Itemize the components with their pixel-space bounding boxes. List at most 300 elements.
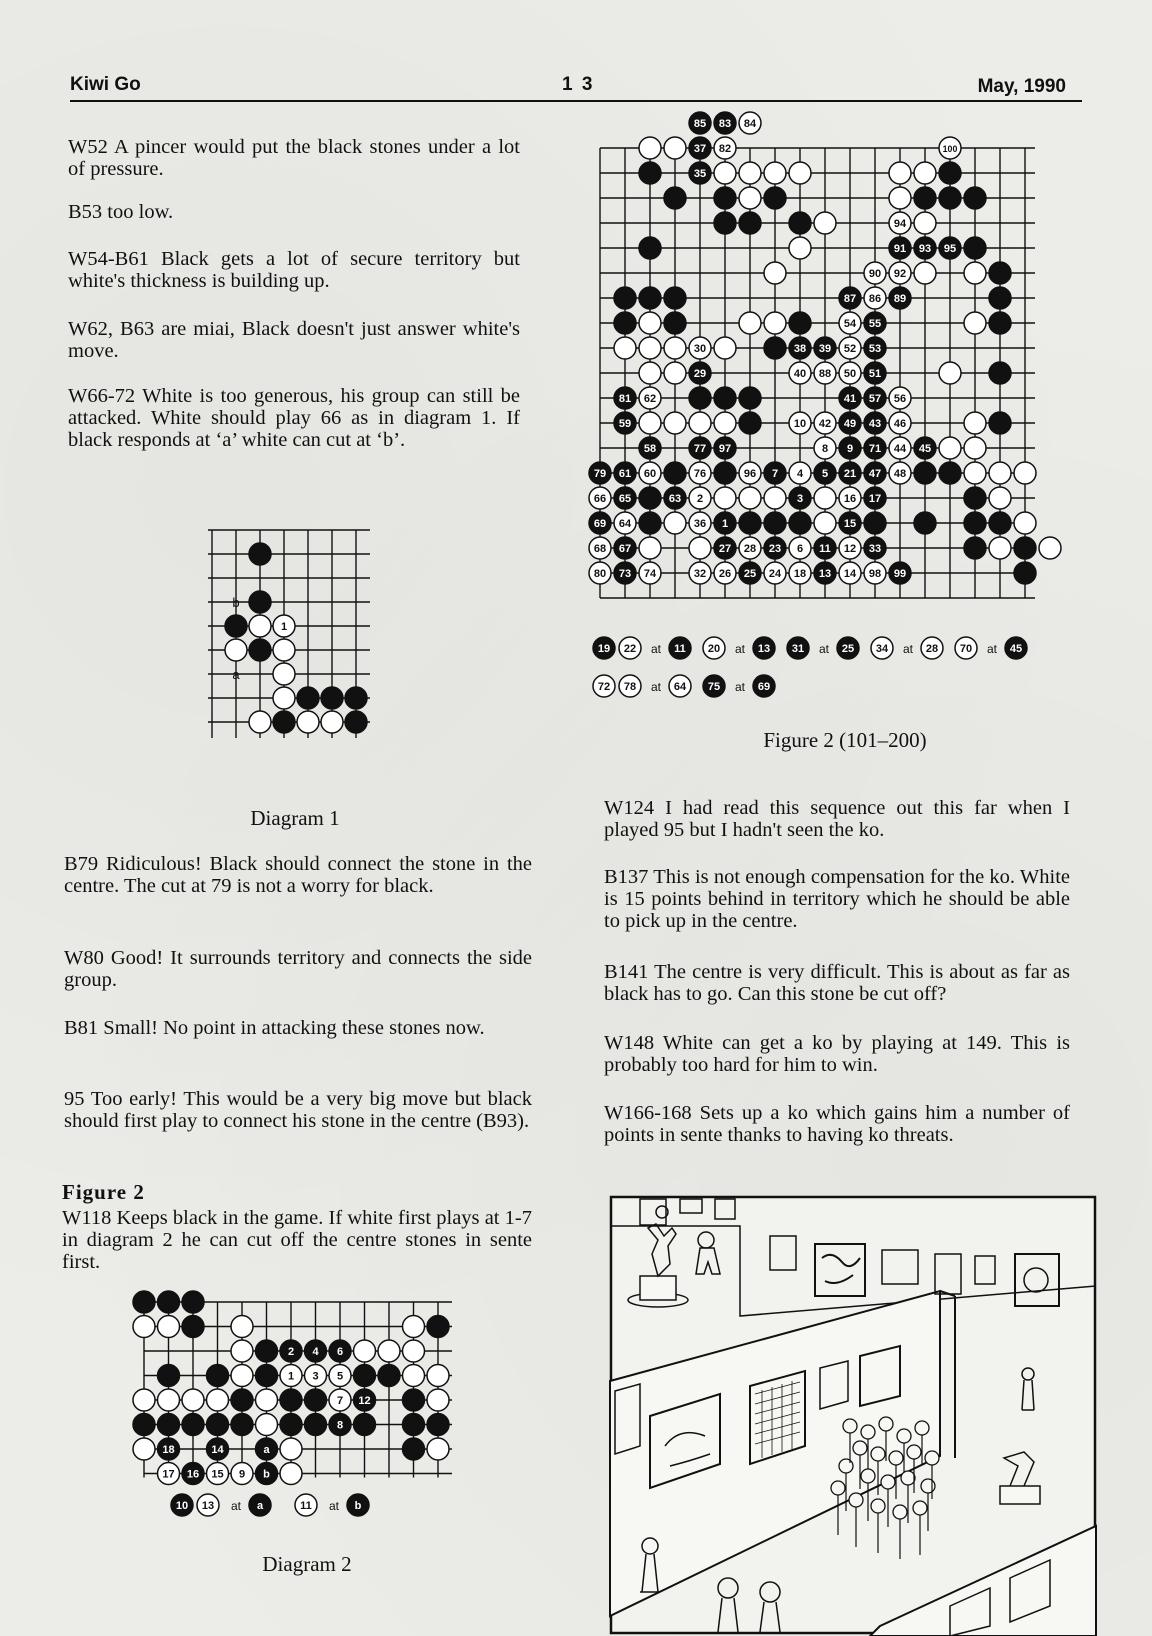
black-stone bbox=[964, 537, 986, 559]
svg-text:28: 28 bbox=[743, 543, 757, 556]
black-stone bbox=[839, 387, 861, 409]
white-stone bbox=[273, 639, 295, 661]
svg-text:15: 15 bbox=[843, 518, 857, 531]
white-stone bbox=[889, 462, 911, 484]
black-stone bbox=[989, 362, 1011, 384]
svg-text:10: 10 bbox=[793, 418, 807, 431]
white-stone bbox=[1039, 537, 1061, 559]
black-stone bbox=[914, 437, 936, 459]
white-stone bbox=[273, 687, 295, 709]
white-stone bbox=[764, 312, 786, 334]
white-stone bbox=[639, 562, 661, 584]
black-stone bbox=[789, 487, 811, 509]
svg-text:8: 8 bbox=[336, 1419, 344, 1432]
white-stone bbox=[864, 562, 886, 584]
white-stone bbox=[231, 1365, 253, 1387]
white-stone bbox=[739, 462, 761, 484]
svg-text:79: 79 bbox=[593, 468, 607, 481]
white-stone bbox=[839, 312, 861, 334]
svg-text:83: 83 bbox=[718, 118, 732, 131]
black-stone bbox=[329, 1414, 351, 1436]
black-stone bbox=[321, 687, 343, 709]
black-stone bbox=[305, 1389, 327, 1411]
white-stone bbox=[789, 237, 811, 259]
white-stone bbox=[964, 437, 986, 459]
white-stone bbox=[989, 462, 1011, 484]
white-stone bbox=[739, 187, 761, 209]
svg-text:19: 19 bbox=[597, 643, 611, 656]
diagram-1-board bbox=[200, 530, 390, 770]
svg-text:97: 97 bbox=[718, 443, 732, 456]
black-stone bbox=[739, 387, 761, 409]
white-stone bbox=[864, 287, 886, 309]
black-stone bbox=[814, 337, 836, 359]
diagram-2-caption: Diagram 2 bbox=[262, 1552, 352, 1576]
white-stone bbox=[225, 639, 247, 661]
svg-text:73: 73 bbox=[618, 568, 632, 581]
note-stone bbox=[871, 637, 893, 659]
para-w166: W166-168 Sets up a ko which gains him a number of points in sente thanks to having ko threats. bbox=[604, 1102, 1070, 1146]
black-stone bbox=[839, 462, 861, 484]
at-word: at bbox=[986, 642, 998, 656]
black-stone bbox=[182, 1463, 204, 1485]
white-stone bbox=[207, 1389, 229, 1411]
black-stone bbox=[639, 512, 661, 534]
svg-text:49: 49 bbox=[843, 418, 857, 431]
para-b95: 95 Too early! This would be a very big move but black should first play to connect his stone in the centre (B93). bbox=[64, 1088, 532, 1132]
white-stone bbox=[764, 162, 786, 184]
black-stone bbox=[256, 1365, 278, 1387]
note-stone bbox=[171, 1494, 193, 1516]
black-stone bbox=[256, 1340, 278, 1362]
black-stone bbox=[689, 162, 711, 184]
black-stone bbox=[989, 412, 1011, 434]
black-stone bbox=[664, 187, 686, 209]
note-stone bbox=[197, 1494, 219, 1516]
svg-text:65: 65 bbox=[618, 493, 632, 506]
white-stone bbox=[689, 487, 711, 509]
at-word: at bbox=[734, 642, 746, 656]
white-stone bbox=[689, 337, 711, 359]
note-target-stone bbox=[1005, 637, 1027, 659]
white-stone bbox=[639, 137, 661, 159]
black-stone bbox=[639, 237, 661, 259]
white-stone bbox=[939, 362, 961, 384]
black-stone bbox=[864, 337, 886, 359]
black-stone bbox=[789, 312, 811, 334]
white-stone bbox=[889, 212, 911, 234]
black-stone bbox=[249, 543, 271, 565]
black-stone bbox=[789, 337, 811, 359]
note-target-stone bbox=[669, 675, 691, 697]
black-stone bbox=[689, 437, 711, 459]
black-stone bbox=[864, 412, 886, 434]
black-stone bbox=[207, 1365, 229, 1387]
para-w62: W62, B63 are miai, Black doesn't just answer white's move. bbox=[68, 318, 520, 362]
svg-text:33: 33 bbox=[868, 543, 882, 556]
black-stone bbox=[664, 487, 686, 509]
black-stone bbox=[256, 1438, 278, 1460]
white-stone bbox=[589, 562, 611, 584]
white-stone bbox=[889, 162, 911, 184]
white-stone bbox=[739, 112, 761, 134]
white-stone bbox=[889, 437, 911, 459]
white-stone bbox=[1014, 462, 1036, 484]
black-stone bbox=[914, 512, 936, 534]
black-stone bbox=[989, 512, 1011, 534]
note-stone bbox=[703, 637, 725, 659]
black-stone bbox=[964, 237, 986, 259]
black-stone bbox=[839, 287, 861, 309]
svg-text:34: 34 bbox=[875, 643, 889, 656]
white-stone bbox=[639, 387, 661, 409]
note-stone bbox=[955, 637, 977, 659]
svg-text:b: b bbox=[263, 1468, 270, 1481]
white-stone bbox=[231, 1463, 253, 1485]
note-target-stone bbox=[669, 637, 691, 659]
svg-text:5: 5 bbox=[336, 1370, 344, 1383]
white-stone bbox=[639, 412, 661, 434]
issue-date: May, 1990 bbox=[977, 76, 1066, 97]
black-stone bbox=[964, 487, 986, 509]
svg-text:1: 1 bbox=[721, 518, 729, 531]
black-stone bbox=[614, 287, 636, 309]
at-word: at bbox=[230, 1499, 242, 1513]
svg-text:17: 17 bbox=[162, 1468, 175, 1481]
black-stone bbox=[939, 237, 961, 259]
black-stone bbox=[158, 1365, 180, 1387]
black-stone bbox=[864, 487, 886, 509]
figure-2-board bbox=[593, 118, 1090, 748]
svg-text:64: 64 bbox=[618, 518, 632, 531]
white-stone bbox=[639, 312, 661, 334]
black-stone bbox=[1014, 537, 1036, 559]
note-target-stone bbox=[837, 637, 859, 659]
white-stone bbox=[764, 562, 786, 584]
white-stone bbox=[158, 1316, 180, 1338]
svg-text:2: 2 bbox=[696, 493, 704, 506]
black-stone bbox=[249, 591, 271, 613]
svg-text:55: 55 bbox=[868, 318, 882, 331]
white-stone bbox=[964, 412, 986, 434]
white-stone bbox=[739, 162, 761, 184]
svg-text:10: 10 bbox=[175, 1500, 189, 1513]
svg-text:a: a bbox=[256, 1500, 264, 1513]
white-stone bbox=[664, 337, 686, 359]
svg-text:9: 9 bbox=[846, 443, 854, 456]
white-stone bbox=[689, 462, 711, 484]
black-stone bbox=[207, 1414, 229, 1436]
svg-text:24: 24 bbox=[768, 568, 782, 581]
svg-text:81: 81 bbox=[618, 393, 632, 406]
svg-text:1: 1 bbox=[280, 621, 288, 634]
black-stone bbox=[789, 512, 811, 534]
black-stone bbox=[427, 1316, 449, 1338]
black-stone bbox=[939, 462, 961, 484]
svg-text:1: 1 bbox=[287, 1370, 295, 1383]
svg-text:38: 38 bbox=[793, 343, 807, 356]
white-stone bbox=[427, 1389, 449, 1411]
white-stone bbox=[814, 512, 836, 534]
black-stone bbox=[305, 1414, 327, 1436]
svg-text:3: 3 bbox=[312, 1370, 319, 1383]
svg-text:71: 71 bbox=[868, 443, 882, 456]
white-stone bbox=[354, 1340, 376, 1362]
white-stone bbox=[964, 262, 986, 284]
black-stone bbox=[280, 1389, 302, 1411]
svg-text:82: 82 bbox=[718, 143, 732, 156]
svg-text:85: 85 bbox=[693, 118, 707, 131]
white-stone bbox=[158, 1389, 180, 1411]
at-word: at bbox=[734, 680, 746, 694]
white-stone bbox=[789, 537, 811, 559]
at-word: at bbox=[650, 680, 662, 694]
svg-text:90: 90 bbox=[868, 268, 882, 281]
white-stone bbox=[664, 137, 686, 159]
svg-text:41: 41 bbox=[843, 393, 857, 406]
page-header bbox=[70, 64, 1082, 102]
para-b137: B137 This is not enough compensation for the ko. White is 15 points behind in territory which he should be able to pick up in the centre. bbox=[604, 866, 1070, 932]
svg-text:75: 75 bbox=[707, 681, 721, 694]
black-stone bbox=[814, 562, 836, 584]
white-stone bbox=[427, 1438, 449, 1460]
svg-text:58: 58 bbox=[643, 443, 657, 456]
black-stone bbox=[689, 112, 711, 134]
svg-text:9: 9 bbox=[238, 1468, 246, 1481]
black-stone bbox=[280, 1414, 302, 1436]
svg-text:45: 45 bbox=[918, 443, 932, 456]
svg-text:46: 46 bbox=[893, 418, 907, 431]
publication-name: Kiwi Go bbox=[70, 74, 141, 95]
black-stone bbox=[889, 237, 911, 259]
white-stone bbox=[639, 462, 661, 484]
para-b79: B79 Ridiculous! Black should connect the stone in the centre. The cut at 79 is not a worry for black. bbox=[64, 853, 532, 897]
black-stone bbox=[864, 462, 886, 484]
para-w66: W66-72 White is too generous, his group can still be attacked. White should play 66 as in diagram 1. If black responds at ‘a’ white can cut at ‘b’. bbox=[68, 385, 520, 451]
white-stone bbox=[889, 187, 911, 209]
white-stone bbox=[814, 487, 836, 509]
black-stone bbox=[714, 187, 736, 209]
black-stone bbox=[714, 512, 736, 534]
svg-text:69: 69 bbox=[593, 518, 607, 531]
white-stone bbox=[231, 1340, 253, 1362]
svg-text:13: 13 bbox=[757, 643, 771, 656]
white-stone bbox=[989, 487, 1011, 509]
black-stone bbox=[354, 1365, 376, 1387]
white-stone bbox=[914, 212, 936, 234]
black-stone bbox=[297, 687, 319, 709]
black-stone bbox=[1014, 562, 1036, 584]
black-stone bbox=[689, 387, 711, 409]
white-stone bbox=[739, 537, 761, 559]
svg-text:37: 37 bbox=[693, 143, 707, 156]
black-stone bbox=[639, 487, 661, 509]
para-b141: B141 The centre is very difficult. This is about as far as black has to go. Can this stone be cut off? bbox=[604, 961, 1070, 1005]
svg-text:94: 94 bbox=[893, 218, 907, 231]
svg-text:66: 66 bbox=[593, 493, 607, 506]
black-stone bbox=[714, 462, 736, 484]
black-stone bbox=[864, 362, 886, 384]
black-stone bbox=[403, 1389, 425, 1411]
black-stone bbox=[225, 615, 247, 637]
white-stone bbox=[321, 711, 343, 733]
black-stone bbox=[714, 212, 736, 234]
black-stone bbox=[614, 412, 636, 434]
svg-text:31: 31 bbox=[791, 643, 805, 656]
black-stone bbox=[133, 1414, 155, 1436]
svg-text:99: 99 bbox=[893, 568, 907, 581]
black-stone bbox=[280, 1340, 302, 1362]
svg-text:22: 22 bbox=[623, 643, 637, 656]
black-stone bbox=[133, 1291, 155, 1313]
white-stone bbox=[914, 162, 936, 184]
white-stone bbox=[589, 487, 611, 509]
black-stone bbox=[182, 1414, 204, 1436]
white-stone bbox=[689, 537, 711, 559]
white-stone bbox=[689, 562, 711, 584]
white-stone bbox=[814, 437, 836, 459]
at-word: at bbox=[328, 1499, 340, 1513]
black-stone bbox=[964, 512, 986, 534]
svg-text:13: 13 bbox=[818, 568, 832, 581]
svg-text:89: 89 bbox=[893, 293, 907, 306]
svg-text:74: 74 bbox=[643, 568, 657, 581]
svg-text:4: 4 bbox=[312, 1346, 319, 1359]
note-target-stone bbox=[347, 1494, 369, 1516]
svg-text:100: 100 bbox=[942, 144, 958, 155]
black-stone bbox=[256, 1463, 278, 1485]
black-stone bbox=[964, 187, 986, 209]
svg-text:6: 6 bbox=[336, 1346, 344, 1359]
white-stone bbox=[939, 437, 961, 459]
white-stone bbox=[714, 162, 736, 184]
svg-text:60: 60 bbox=[643, 468, 657, 481]
svg-text:61: 61 bbox=[618, 468, 632, 481]
black-stone bbox=[889, 287, 911, 309]
black-stone bbox=[764, 187, 786, 209]
white-stone bbox=[989, 537, 1011, 559]
white-stone bbox=[664, 512, 686, 534]
svg-text:64: 64 bbox=[673, 681, 687, 694]
svg-text:86: 86 bbox=[868, 293, 882, 306]
svg-text:67: 67 bbox=[618, 543, 632, 556]
white-stone bbox=[864, 262, 886, 284]
white-stone bbox=[403, 1365, 425, 1387]
note-stone bbox=[593, 637, 615, 659]
white-stone bbox=[614, 512, 636, 534]
svg-text:32: 32 bbox=[693, 568, 707, 581]
white-stone bbox=[403, 1316, 425, 1338]
black-stone bbox=[864, 387, 886, 409]
black-stone bbox=[939, 187, 961, 209]
white-stone bbox=[639, 537, 661, 559]
svg-text:29: 29 bbox=[693, 368, 707, 381]
black-stone bbox=[345, 711, 367, 733]
black-stone bbox=[864, 437, 886, 459]
para-b81: B81 Small! No point in attacking these stones now. bbox=[64, 1017, 485, 1039]
black-stone bbox=[639, 287, 661, 309]
white-stone bbox=[789, 462, 811, 484]
white-stone bbox=[297, 711, 319, 733]
white-stone bbox=[158, 1463, 180, 1485]
black-stone bbox=[714, 112, 736, 134]
white-stone bbox=[329, 1365, 351, 1387]
svg-text:69: 69 bbox=[757, 681, 771, 694]
svg-text:70: 70 bbox=[959, 643, 973, 656]
black-stone bbox=[764, 512, 786, 534]
svg-text:42: 42 bbox=[818, 418, 832, 431]
svg-text:72: 72 bbox=[597, 681, 611, 694]
svg-text:11: 11 bbox=[300, 1500, 312, 1513]
black-stone bbox=[764, 462, 786, 484]
black-stone bbox=[158, 1438, 180, 1460]
black-stone bbox=[664, 462, 686, 484]
black-stone bbox=[329, 1340, 351, 1362]
black-stone bbox=[378, 1365, 400, 1387]
white-stone bbox=[889, 387, 911, 409]
label-b: b bbox=[232, 595, 240, 610]
white-stone bbox=[964, 462, 986, 484]
svg-text:43: 43 bbox=[868, 418, 882, 431]
black-stone bbox=[864, 537, 886, 559]
white-stone bbox=[182, 1389, 204, 1411]
white-stone bbox=[427, 1365, 449, 1387]
svg-text:27: 27 bbox=[718, 543, 732, 556]
black-stone bbox=[354, 1389, 376, 1411]
white-stone bbox=[889, 412, 911, 434]
svg-text:11: 11 bbox=[819, 543, 831, 556]
black-stone bbox=[714, 437, 736, 459]
white-stone bbox=[329, 1389, 351, 1411]
black-stone bbox=[989, 312, 1011, 334]
para-w124: W124 I had read this sequence out this far when I played 95 but I hadn't seen the ko. bbox=[604, 797, 1070, 841]
svg-text:88: 88 bbox=[818, 368, 832, 381]
black-stone bbox=[403, 1414, 425, 1436]
black-stone bbox=[231, 1414, 253, 1436]
black-stone bbox=[614, 562, 636, 584]
svg-text:96: 96 bbox=[743, 468, 757, 481]
black-stone bbox=[914, 237, 936, 259]
at-word: at bbox=[650, 642, 662, 656]
svg-text:b: b bbox=[354, 1500, 362, 1513]
white-stone bbox=[378, 1340, 400, 1362]
note-stone bbox=[619, 637, 641, 659]
svg-text:39: 39 bbox=[818, 343, 832, 356]
white-stone bbox=[839, 487, 861, 509]
white-stone bbox=[839, 362, 861, 384]
black-stone bbox=[589, 512, 611, 534]
svg-text:4: 4 bbox=[796, 468, 804, 481]
black-stone bbox=[689, 137, 711, 159]
svg-text:44: 44 bbox=[893, 443, 907, 456]
white-stone bbox=[789, 562, 811, 584]
white-stone bbox=[305, 1365, 327, 1387]
svg-text:14: 14 bbox=[211, 1444, 224, 1457]
black-stone bbox=[614, 462, 636, 484]
cartoon-gallery-illustration bbox=[610, 1196, 1096, 1636]
white-stone bbox=[939, 137, 961, 159]
svg-text:48: 48 bbox=[893, 468, 907, 481]
black-stone bbox=[273, 711, 295, 733]
black-stone bbox=[249, 639, 271, 661]
at-word: at bbox=[818, 642, 830, 656]
black-stone bbox=[914, 187, 936, 209]
svg-text:45: 45 bbox=[1009, 643, 1023, 656]
svg-text:30: 30 bbox=[693, 343, 707, 356]
svg-text:62: 62 bbox=[643, 393, 657, 406]
svg-text:7: 7 bbox=[771, 468, 779, 481]
white-stone bbox=[964, 312, 986, 334]
